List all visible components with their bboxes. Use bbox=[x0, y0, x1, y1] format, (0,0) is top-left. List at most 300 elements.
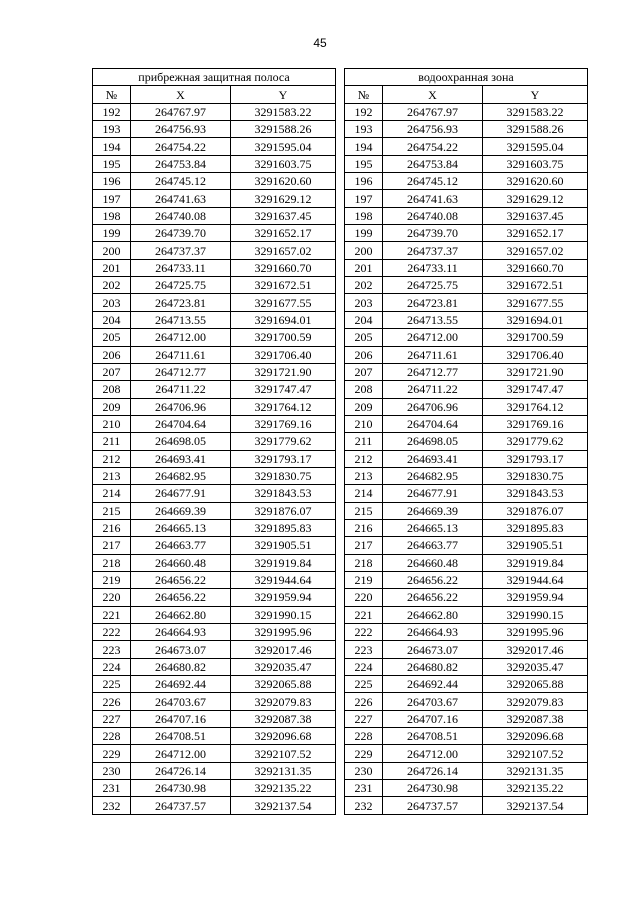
point-number-cell: 230 bbox=[93, 762, 131, 779]
x-coordinate-cell: 264693.41 bbox=[382, 450, 482, 467]
y-coordinate-cell: 3291779.62 bbox=[482, 433, 587, 450]
table-row bbox=[344, 294, 587, 311]
point-number-cell: 199 bbox=[344, 225, 382, 242]
x-coordinate-cell: 264745.12 bbox=[131, 173, 231, 190]
point-number-cell: 228 bbox=[344, 728, 382, 745]
x-coordinate-cell: 264708.51 bbox=[131, 728, 231, 745]
table-row bbox=[93, 155, 336, 172]
table-row bbox=[344, 450, 587, 467]
y-coordinate-cell: 3291657.02 bbox=[482, 242, 587, 259]
table-row bbox=[344, 676, 587, 693]
point-number-cell: 217 bbox=[344, 537, 382, 554]
point-number-cell: 197 bbox=[344, 190, 382, 207]
table-row bbox=[93, 762, 336, 779]
point-number-cell: 209 bbox=[344, 398, 382, 415]
table-row bbox=[93, 780, 336, 797]
table-row bbox=[344, 502, 587, 519]
table-row bbox=[93, 415, 336, 432]
table-row bbox=[93, 537, 336, 554]
table-row bbox=[93, 485, 336, 502]
x-coordinate-cell: 264656.22 bbox=[131, 589, 231, 606]
table-row bbox=[344, 624, 587, 641]
y-coordinate-cell: 3291706.40 bbox=[482, 346, 587, 363]
table-row bbox=[93, 641, 336, 658]
y-coordinate-cell: 3292096.68 bbox=[231, 728, 336, 745]
point-number-cell: 221 bbox=[93, 606, 131, 623]
x-coordinate-cell: 264677.91 bbox=[131, 485, 231, 502]
point-number-cell: 198 bbox=[93, 207, 131, 224]
x-coordinate-cell: 264692.44 bbox=[131, 676, 231, 693]
point-number-cell: 226 bbox=[344, 693, 382, 710]
x-coordinate-cell: 264664.93 bbox=[382, 624, 482, 641]
x-coordinate-cell: 264739.70 bbox=[382, 225, 482, 242]
table-row bbox=[344, 242, 587, 259]
y-coordinate-cell: 3291629.12 bbox=[231, 190, 336, 207]
point-number-cell: 211 bbox=[344, 433, 382, 450]
y-coordinate-cell: 3291747.47 bbox=[482, 381, 587, 398]
y-coordinate-cell: 3292131.35 bbox=[482, 762, 587, 779]
table-row bbox=[344, 207, 587, 224]
x-coordinate-cell: 264704.64 bbox=[382, 415, 482, 432]
x-coordinate-cell: 264725.75 bbox=[131, 277, 231, 294]
table-row bbox=[93, 728, 336, 745]
x-coordinate-cell: 264712.77 bbox=[382, 363, 482, 380]
column-header-x: X bbox=[131, 86, 231, 103]
point-number-cell: 195 bbox=[93, 155, 131, 172]
x-coordinate-cell: 264756.93 bbox=[131, 121, 231, 138]
table-row bbox=[344, 693, 587, 710]
table-row bbox=[93, 571, 336, 588]
point-number-cell: 209 bbox=[93, 398, 131, 415]
y-coordinate-cell: 3291677.55 bbox=[231, 294, 336, 311]
table-row bbox=[344, 103, 587, 120]
x-coordinate-cell: 264753.84 bbox=[382, 155, 482, 172]
y-coordinate-cell: 3291672.51 bbox=[482, 277, 587, 294]
table-row bbox=[344, 519, 587, 536]
y-coordinate-cell: 3291603.75 bbox=[482, 155, 587, 172]
y-coordinate-cell: 3291620.60 bbox=[231, 173, 336, 190]
y-coordinate-cell: 3291652.17 bbox=[482, 225, 587, 242]
y-coordinate-cell: 3291603.75 bbox=[231, 155, 336, 172]
x-coordinate-cell: 264712.00 bbox=[131, 745, 231, 762]
table-row bbox=[344, 225, 587, 242]
y-coordinate-cell: 3291919.84 bbox=[231, 554, 336, 571]
column-header-y: Y bbox=[231, 86, 336, 103]
table-row bbox=[93, 138, 336, 155]
x-coordinate-cell: 264737.57 bbox=[382, 797, 482, 814]
coastal-protection-strip-table bbox=[92, 68, 336, 815]
point-number-cell: 214 bbox=[344, 485, 382, 502]
table-row bbox=[93, 121, 336, 138]
y-coordinate-cell: 3291990.15 bbox=[231, 606, 336, 623]
y-coordinate-cell: 3292107.52 bbox=[231, 745, 336, 762]
table-row bbox=[344, 329, 587, 346]
x-coordinate-cell: 264713.55 bbox=[382, 311, 482, 328]
point-number-cell: 222 bbox=[93, 624, 131, 641]
table-row bbox=[93, 173, 336, 190]
point-number-cell: 197 bbox=[93, 190, 131, 207]
table-row bbox=[344, 606, 587, 623]
y-coordinate-cell: 3291672.51 bbox=[231, 277, 336, 294]
x-coordinate-cell: 264706.96 bbox=[382, 398, 482, 415]
column-header-y: Y bbox=[482, 86, 587, 103]
y-coordinate-cell: 3291721.90 bbox=[231, 363, 336, 380]
x-coordinate-cell: 264707.16 bbox=[382, 710, 482, 727]
point-number-cell: 231 bbox=[344, 780, 382, 797]
table-row bbox=[93, 346, 336, 363]
y-coordinate-cell: 3291895.83 bbox=[482, 519, 587, 536]
table-row bbox=[93, 294, 336, 311]
point-number-cell: 194 bbox=[93, 138, 131, 155]
table-title: водоохранная зона bbox=[344, 69, 587, 86]
y-coordinate-cell: 3292065.88 bbox=[482, 676, 587, 693]
point-number-cell: 225 bbox=[93, 676, 131, 693]
x-coordinate-cell: 264737.37 bbox=[131, 242, 231, 259]
point-number-cell: 226 bbox=[93, 693, 131, 710]
y-coordinate-cell: 3291895.83 bbox=[231, 519, 336, 536]
y-coordinate-cell: 3291764.12 bbox=[482, 398, 587, 415]
x-coordinate-cell: 264767.97 bbox=[382, 103, 482, 120]
table-row bbox=[93, 103, 336, 120]
table-body bbox=[93, 103, 336, 814]
x-coordinate-cell: 264704.64 bbox=[131, 415, 231, 432]
point-number-cell: 213 bbox=[344, 467, 382, 484]
point-number-cell: 222 bbox=[344, 624, 382, 641]
point-number-cell: 195 bbox=[344, 155, 382, 172]
table-body bbox=[344, 103, 587, 814]
point-number-cell: 206 bbox=[344, 346, 382, 363]
x-coordinate-cell: 264713.55 bbox=[131, 311, 231, 328]
y-coordinate-cell: 3291876.07 bbox=[482, 502, 587, 519]
y-coordinate-cell: 3291830.75 bbox=[482, 467, 587, 484]
x-coordinate-cell: 264663.77 bbox=[131, 537, 231, 554]
table-row bbox=[93, 190, 336, 207]
x-coordinate-cell: 264656.22 bbox=[382, 571, 482, 588]
point-number-cell: 212 bbox=[344, 450, 382, 467]
x-coordinate-cell: 264656.22 bbox=[382, 589, 482, 606]
x-coordinate-cell: 264680.82 bbox=[382, 658, 482, 675]
point-number-cell: 228 bbox=[93, 728, 131, 745]
point-number-cell: 203 bbox=[93, 294, 131, 311]
table-row bbox=[344, 728, 587, 745]
x-coordinate-cell: 264662.80 bbox=[382, 606, 482, 623]
point-number-cell: 205 bbox=[93, 329, 131, 346]
table-row bbox=[344, 658, 587, 675]
x-coordinate-cell: 264741.63 bbox=[382, 190, 482, 207]
x-coordinate-cell: 264682.95 bbox=[382, 467, 482, 484]
x-coordinate-cell: 264740.08 bbox=[382, 207, 482, 224]
point-number-cell: 205 bbox=[344, 329, 382, 346]
x-coordinate-cell: 264745.12 bbox=[382, 173, 482, 190]
x-coordinate-cell: 264753.84 bbox=[131, 155, 231, 172]
x-coordinate-cell: 264662.80 bbox=[131, 606, 231, 623]
table-row bbox=[93, 467, 336, 484]
y-coordinate-cell: 3291830.75 bbox=[231, 467, 336, 484]
y-coordinate-cell: 3291764.12 bbox=[231, 398, 336, 415]
table-row bbox=[344, 311, 587, 328]
point-number-cell: 216 bbox=[344, 519, 382, 536]
point-number-cell: 224 bbox=[344, 658, 382, 675]
y-coordinate-cell: 3291706.40 bbox=[231, 346, 336, 363]
page-number: 45 bbox=[313, 36, 327, 50]
x-coordinate-cell: 264712.00 bbox=[382, 745, 482, 762]
point-number-cell: 192 bbox=[344, 103, 382, 120]
x-coordinate-cell: 264712.77 bbox=[131, 363, 231, 380]
x-coordinate-cell: 264712.00 bbox=[382, 329, 482, 346]
table-row bbox=[344, 433, 587, 450]
y-coordinate-cell: 3292079.83 bbox=[231, 693, 336, 710]
x-coordinate-cell: 264726.14 bbox=[382, 762, 482, 779]
y-coordinate-cell: 3291660.70 bbox=[482, 259, 587, 276]
table-row bbox=[344, 710, 587, 727]
y-coordinate-cell: 3291660.70 bbox=[231, 259, 336, 276]
y-coordinate-cell: 3291995.96 bbox=[482, 624, 587, 641]
y-coordinate-cell: 3292137.54 bbox=[482, 797, 587, 814]
point-number-cell: 200 bbox=[344, 242, 382, 259]
table-row bbox=[344, 589, 587, 606]
y-coordinate-cell: 3291694.01 bbox=[482, 311, 587, 328]
y-coordinate-cell: 3291694.01 bbox=[231, 311, 336, 328]
column-header-x: X bbox=[382, 86, 482, 103]
table-row bbox=[93, 381, 336, 398]
table-row bbox=[344, 381, 587, 398]
y-coordinate-cell: 3291657.02 bbox=[231, 242, 336, 259]
y-coordinate-cell: 3291843.53 bbox=[482, 485, 587, 502]
x-coordinate-cell: 264708.51 bbox=[382, 728, 482, 745]
x-coordinate-cell: 264739.70 bbox=[131, 225, 231, 242]
y-coordinate-cell: 3291637.45 bbox=[482, 207, 587, 224]
point-number-cell: 207 bbox=[344, 363, 382, 380]
point-number-cell: 218 bbox=[344, 554, 382, 571]
point-number-cell: 198 bbox=[344, 207, 382, 224]
table-row bbox=[93, 363, 336, 380]
y-coordinate-cell: 3291700.59 bbox=[482, 329, 587, 346]
table-row bbox=[344, 537, 587, 554]
point-number-cell: 214 bbox=[93, 485, 131, 502]
table-row bbox=[93, 242, 336, 259]
y-coordinate-cell: 3291944.64 bbox=[231, 571, 336, 588]
x-coordinate-cell: 264698.05 bbox=[131, 433, 231, 450]
x-coordinate-cell: 264754.22 bbox=[382, 138, 482, 155]
x-coordinate-cell: 264692.44 bbox=[382, 676, 482, 693]
y-coordinate-cell: 3291769.16 bbox=[231, 415, 336, 432]
y-coordinate-cell: 3291595.04 bbox=[482, 138, 587, 155]
point-number-cell: 210 bbox=[93, 415, 131, 432]
point-number-cell: 201 bbox=[93, 259, 131, 276]
x-coordinate-cell: 264707.16 bbox=[131, 710, 231, 727]
table-row bbox=[93, 311, 336, 328]
y-coordinate-cell: 3291876.07 bbox=[231, 502, 336, 519]
table-row bbox=[93, 554, 336, 571]
table-title: прибрежная защитная полоса bbox=[93, 69, 336, 86]
table-row bbox=[344, 398, 587, 415]
table-row bbox=[344, 485, 587, 502]
point-number-cell: 208 bbox=[93, 381, 131, 398]
y-coordinate-cell: 3292035.47 bbox=[482, 658, 587, 675]
column-header-number: № bbox=[344, 86, 382, 103]
table-row bbox=[344, 277, 587, 294]
y-coordinate-cell: 3291905.51 bbox=[482, 537, 587, 554]
y-coordinate-cell: 3291843.53 bbox=[231, 485, 336, 502]
table-row bbox=[344, 363, 587, 380]
point-number-cell: 199 bbox=[93, 225, 131, 242]
table-row bbox=[93, 676, 336, 693]
table-row bbox=[93, 329, 336, 346]
table-row bbox=[344, 571, 587, 588]
y-coordinate-cell: 3292035.47 bbox=[231, 658, 336, 675]
table-row bbox=[344, 155, 587, 172]
point-number-cell: 224 bbox=[93, 658, 131, 675]
point-number-cell: 217 bbox=[93, 537, 131, 554]
y-coordinate-cell: 3291919.84 bbox=[482, 554, 587, 571]
point-number-cell: 208 bbox=[344, 381, 382, 398]
x-coordinate-cell: 264711.22 bbox=[131, 381, 231, 398]
point-number-cell: 229 bbox=[93, 745, 131, 762]
table-row bbox=[93, 277, 336, 294]
point-number-cell: 200 bbox=[93, 242, 131, 259]
table-row bbox=[93, 259, 336, 276]
y-coordinate-cell: 3291583.22 bbox=[231, 103, 336, 120]
y-coordinate-cell: 3291583.22 bbox=[482, 103, 587, 120]
table-row bbox=[344, 259, 587, 276]
y-coordinate-cell: 3292087.38 bbox=[231, 710, 336, 727]
y-coordinate-cell: 3292107.52 bbox=[482, 745, 587, 762]
y-coordinate-cell: 3291793.17 bbox=[482, 450, 587, 467]
table-row bbox=[93, 433, 336, 450]
y-coordinate-cell: 3292087.38 bbox=[482, 710, 587, 727]
point-number-cell: 204 bbox=[344, 311, 382, 328]
table-row bbox=[93, 745, 336, 762]
y-coordinate-cell: 3292017.46 bbox=[231, 641, 336, 658]
y-coordinate-cell: 3292135.22 bbox=[482, 780, 587, 797]
x-coordinate-cell: 264767.97 bbox=[131, 103, 231, 120]
y-coordinate-cell: 3292079.83 bbox=[482, 693, 587, 710]
point-number-cell: 231 bbox=[93, 780, 131, 797]
point-number-cell: 223 bbox=[344, 641, 382, 658]
table-row bbox=[93, 398, 336, 415]
table-row bbox=[93, 797, 336, 814]
table-row bbox=[93, 606, 336, 623]
point-number-cell: 202 bbox=[344, 277, 382, 294]
table-row bbox=[93, 502, 336, 519]
x-coordinate-cell: 264706.96 bbox=[131, 398, 231, 415]
table-row bbox=[344, 745, 587, 762]
point-number-cell: 213 bbox=[93, 467, 131, 484]
point-number-cell: 219 bbox=[344, 571, 382, 588]
point-number-cell: 218 bbox=[93, 554, 131, 571]
y-coordinate-cell: 3291595.04 bbox=[231, 138, 336, 155]
point-number-cell: 210 bbox=[344, 415, 382, 432]
x-coordinate-cell: 264663.77 bbox=[382, 537, 482, 554]
point-number-cell: 211 bbox=[93, 433, 131, 450]
point-number-cell: 212 bbox=[93, 450, 131, 467]
x-coordinate-cell: 264733.11 bbox=[382, 259, 482, 276]
point-number-cell: 221 bbox=[344, 606, 382, 623]
y-coordinate-cell: 3291700.59 bbox=[231, 329, 336, 346]
point-number-cell: 201 bbox=[344, 259, 382, 276]
table-row bbox=[344, 346, 587, 363]
table-row bbox=[344, 780, 587, 797]
x-coordinate-cell: 264711.61 bbox=[382, 346, 482, 363]
y-coordinate-cell: 3291944.64 bbox=[482, 571, 587, 588]
table-row bbox=[93, 519, 336, 536]
point-number-cell: 194 bbox=[344, 138, 382, 155]
y-coordinate-cell: 3291905.51 bbox=[231, 537, 336, 554]
y-coordinate-cell: 3291747.47 bbox=[231, 381, 336, 398]
point-number-cell: 227 bbox=[93, 710, 131, 727]
y-coordinate-cell: 3291793.17 bbox=[231, 450, 336, 467]
y-coordinate-cell: 3291959.94 bbox=[482, 589, 587, 606]
table-row bbox=[93, 207, 336, 224]
table-row bbox=[344, 467, 587, 484]
x-coordinate-cell: 264673.07 bbox=[382, 641, 482, 658]
point-number-cell: 202 bbox=[93, 277, 131, 294]
y-coordinate-cell: 3291990.15 bbox=[482, 606, 587, 623]
x-coordinate-cell: 264737.37 bbox=[382, 242, 482, 259]
y-coordinate-cell: 3291629.12 bbox=[482, 190, 587, 207]
y-coordinate-cell: 3291769.16 bbox=[482, 415, 587, 432]
point-number-cell: 219 bbox=[93, 571, 131, 588]
x-coordinate-cell: 264733.11 bbox=[131, 259, 231, 276]
y-coordinate-cell: 3291721.90 bbox=[482, 363, 587, 380]
x-coordinate-cell: 264682.95 bbox=[131, 467, 231, 484]
x-coordinate-cell: 264703.67 bbox=[382, 693, 482, 710]
point-number-cell: 203 bbox=[344, 294, 382, 311]
point-number-cell: 232 bbox=[93, 797, 131, 814]
point-number-cell: 230 bbox=[344, 762, 382, 779]
x-coordinate-cell: 264703.67 bbox=[131, 693, 231, 710]
point-number-cell: 193 bbox=[344, 121, 382, 138]
y-coordinate-cell: 3291995.96 bbox=[231, 624, 336, 641]
table-row bbox=[344, 121, 587, 138]
x-coordinate-cell: 264723.81 bbox=[131, 294, 231, 311]
table-row bbox=[344, 762, 587, 779]
y-coordinate-cell: 3291779.62 bbox=[231, 433, 336, 450]
point-number-cell: 227 bbox=[344, 710, 382, 727]
y-coordinate-cell: 3292135.22 bbox=[231, 780, 336, 797]
table-row bbox=[344, 554, 587, 571]
y-coordinate-cell: 3292137.54 bbox=[231, 797, 336, 814]
y-coordinate-cell: 3292065.88 bbox=[231, 676, 336, 693]
point-number-cell: 207 bbox=[93, 363, 131, 380]
point-number-cell: 232 bbox=[344, 797, 382, 814]
x-coordinate-cell: 264665.13 bbox=[382, 519, 482, 536]
table-row bbox=[344, 173, 587, 190]
point-number-cell: 229 bbox=[344, 745, 382, 762]
table-row bbox=[93, 589, 336, 606]
x-coordinate-cell: 264673.07 bbox=[131, 641, 231, 658]
x-coordinate-cell: 264660.48 bbox=[382, 554, 482, 571]
y-coordinate-cell: 3292131.35 bbox=[231, 762, 336, 779]
x-coordinate-cell: 264693.41 bbox=[131, 450, 231, 467]
point-number-cell: 196 bbox=[93, 173, 131, 190]
x-coordinate-cell: 264712.00 bbox=[131, 329, 231, 346]
x-coordinate-cell: 264669.39 bbox=[382, 502, 482, 519]
point-number-cell: 220 bbox=[93, 589, 131, 606]
table-row bbox=[344, 641, 587, 658]
point-number-cell: 193 bbox=[93, 121, 131, 138]
x-coordinate-cell: 264665.13 bbox=[131, 519, 231, 536]
y-coordinate-cell: 3292096.68 bbox=[482, 728, 587, 745]
point-number-cell: 215 bbox=[344, 502, 382, 519]
x-coordinate-cell: 264711.61 bbox=[131, 346, 231, 363]
point-number-cell: 220 bbox=[344, 589, 382, 606]
point-number-cell: 206 bbox=[93, 346, 131, 363]
x-coordinate-cell: 264711.22 bbox=[382, 381, 482, 398]
column-header-number: № bbox=[93, 86, 131, 103]
table-row bbox=[93, 693, 336, 710]
x-coordinate-cell: 264680.82 bbox=[131, 658, 231, 675]
